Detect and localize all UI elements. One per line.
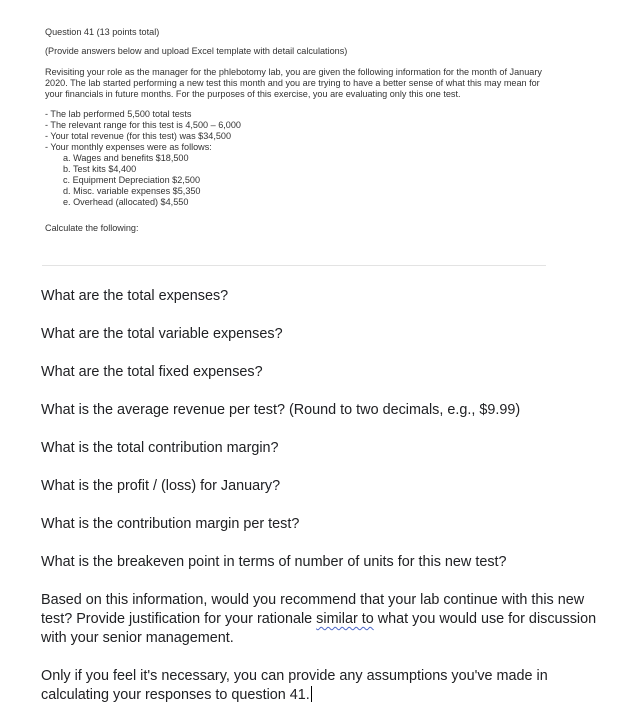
question-block [45,27,545,234]
prompt-recommendation[interactable] [41,591,601,648]
expense-item: e. Overhead (allocated) $4,550 [63,197,189,207]
prompt-total-fixed-expenses[interactable]: What are the total fixed expenses? [41,364,263,380]
prompt-contribution-margin-per-test[interactable]: What is the contribution margin per test? [41,516,300,532]
answer-editor[interactable] [41,287,601,705]
expense-item: d. Misc. variable expenses $5,350 [63,186,201,196]
prompt-breakeven-point[interactable]: What is the breakeven point in terms of number of units for this new test? [41,554,507,570]
prompt-profit-loss[interactable]: What is the profit / (loss) for January? [41,478,281,494]
assumptions-text: Only if you feel it's necessary, you can provide any assumptions you've made in calculating your responses to question 41. [41,668,548,703]
expense-item: b. Test kits $4,400 [63,164,137,174]
fact-item: - Your monthly expenses were as follows: [45,142,212,152]
expense-item: a. Wages and benefits $18,500 [63,153,189,163]
calculate-label: Calculate the following: [45,223,139,233]
prompt-total-variable-expenses[interactable]: What are the total variable expenses? [41,326,283,342]
question-title: Question 41 (13 points total) [45,27,160,37]
fact-item: - The lab performed 5,500 total tests [45,109,192,119]
question-subtitle: (Provide answers below and upload Excel template with detail calculations) [45,46,348,56]
spellcheck-underline[interactable]: similar to [316,611,374,627]
question-intro: Revisiting your role as the manager for the phlebotomy lab, you are given the following information for the month of January 2020. The lab started performing a new test this month and you are trying to have a better sense of what this may mean for your financials in future months. For the purposes of this exercise, you are evaluating only this one test. [45,67,542,99]
section-divider [42,265,546,266]
prompt-average-revenue[interactable]: What is the average revenue per test? (Round to two decimals, e.g., $9.99) [41,402,521,418]
fact-item: - Your total revenue (for this test) was $34,500 [45,131,232,141]
expense-item: c. Equipment Depreciation $2,500 [63,175,200,185]
prompt-total-contribution-margin[interactable]: What is the total contribution margin? [41,440,279,456]
recommendation-text-start: Based on this information, would you recommend that your lab continue with this new test? Provide justification for your rationale [41,592,585,627]
fact-item: - The relevant range for this test is 4,500 – 6,000 [45,120,241,130]
expenses-list [45,153,545,208]
text-cursor [311,686,312,702]
facts-list [45,109,545,153]
prompt-assumptions[interactable] [41,667,601,705]
prompt-total-expenses[interactable]: What are the total expenses? [41,288,229,304]
recommendation-text-end: what you would use for discussion with your senior management. [41,611,597,646]
